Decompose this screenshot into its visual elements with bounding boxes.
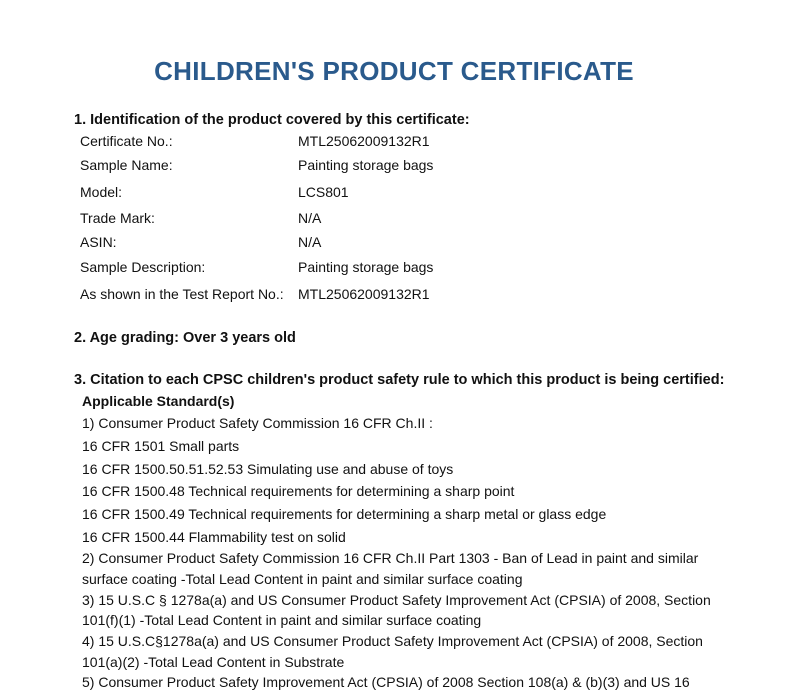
sample-name-label: Sample Name:: [80, 157, 173, 173]
asin-value: N/A: [298, 234, 322, 250]
certificate-no-value: MTL25062009132R1: [298, 133, 430, 149]
model-label: Model:: [80, 184, 123, 200]
page-title: CHILDREN'S PRODUCT CERTIFICATE: [154, 56, 634, 86]
standard-line: 16 CFR 1500.48 Technical requirements for determining a sharp point: [82, 483, 515, 499]
section-3-heading: 3. Citation to each CPSC children's product safety rule to which this product is being certified:: [74, 372, 725, 388]
standard-line: 16 CFR 1500.44 Flammability test on solid: [82, 529, 346, 545]
standard-line: surface coating -Total Lead Content in paint and similar surface coating: [82, 571, 523, 587]
section-2-heading: 2. Age grading: Over 3 years old: [74, 330, 296, 346]
model-value: LCS801: [298, 184, 349, 200]
standard-line: 101(f)(1) -Total Lead Content in paint and similar surface coating: [82, 612, 482, 628]
sample-description-label: Sample Description:: [80, 259, 206, 275]
standard-line: 16 CFR 1501 Small parts: [82, 438, 240, 454]
standard-line: 16 CFR 1500.50.51.52.53 Simulating use and abuse of toys: [82, 461, 454, 477]
trade-mark-value: N/A: [298, 210, 322, 226]
applicable-standards-heading: Applicable Standard(s): [82, 393, 235, 409]
standard-line: 5) Consumer Product Safety Improvement Act (CPSIA) of 2008 Section 108(a) & (b)(3) and US 16: [82, 674, 690, 690]
standard-line: 16 CFR 1500.49 Technical requirements for determining a sharp metal or glass edge: [82, 506, 607, 522]
standard-line: 101(a)(2) -Total Lead Content in Substrate: [82, 654, 345, 670]
standard-line: 1) Consumer Product Safety Commission 16 CFR Ch.II :: [82, 415, 433, 431]
standard-line: 4) 15 U.S.C§1278a(a) and US Consumer Product Safety Improvement Act (CPSIA) of 2008, Section: [82, 633, 703, 649]
sample-name-value: Painting storage bags: [298, 157, 434, 173]
test-report-no-label: As shown in the Test Report No.:: [80, 286, 284, 302]
test-report-no-value: MTL25062009132R1: [298, 286, 430, 302]
standard-line: 2) Consumer Product Safety Commission 16 CFR Ch.II Part 1303 - Ban of Lead in paint and similar: [82, 550, 699, 566]
standard-line: 3) 15 U.S.C § 1278a(a) and US Consumer Product Safety Improvement Act (CPSIA) of 2008, Section: [82, 592, 711, 608]
certificate-no-label: Certificate No.:: [80, 133, 173, 149]
asin-label: ASIN:: [80, 234, 117, 250]
trade-mark-label: Trade Mark:: [80, 210, 155, 226]
section-1-heading: 1. Identification of the product covered by this certificate:: [74, 112, 470, 128]
sample-description-value: Painting storage bags: [298, 259, 434, 275]
